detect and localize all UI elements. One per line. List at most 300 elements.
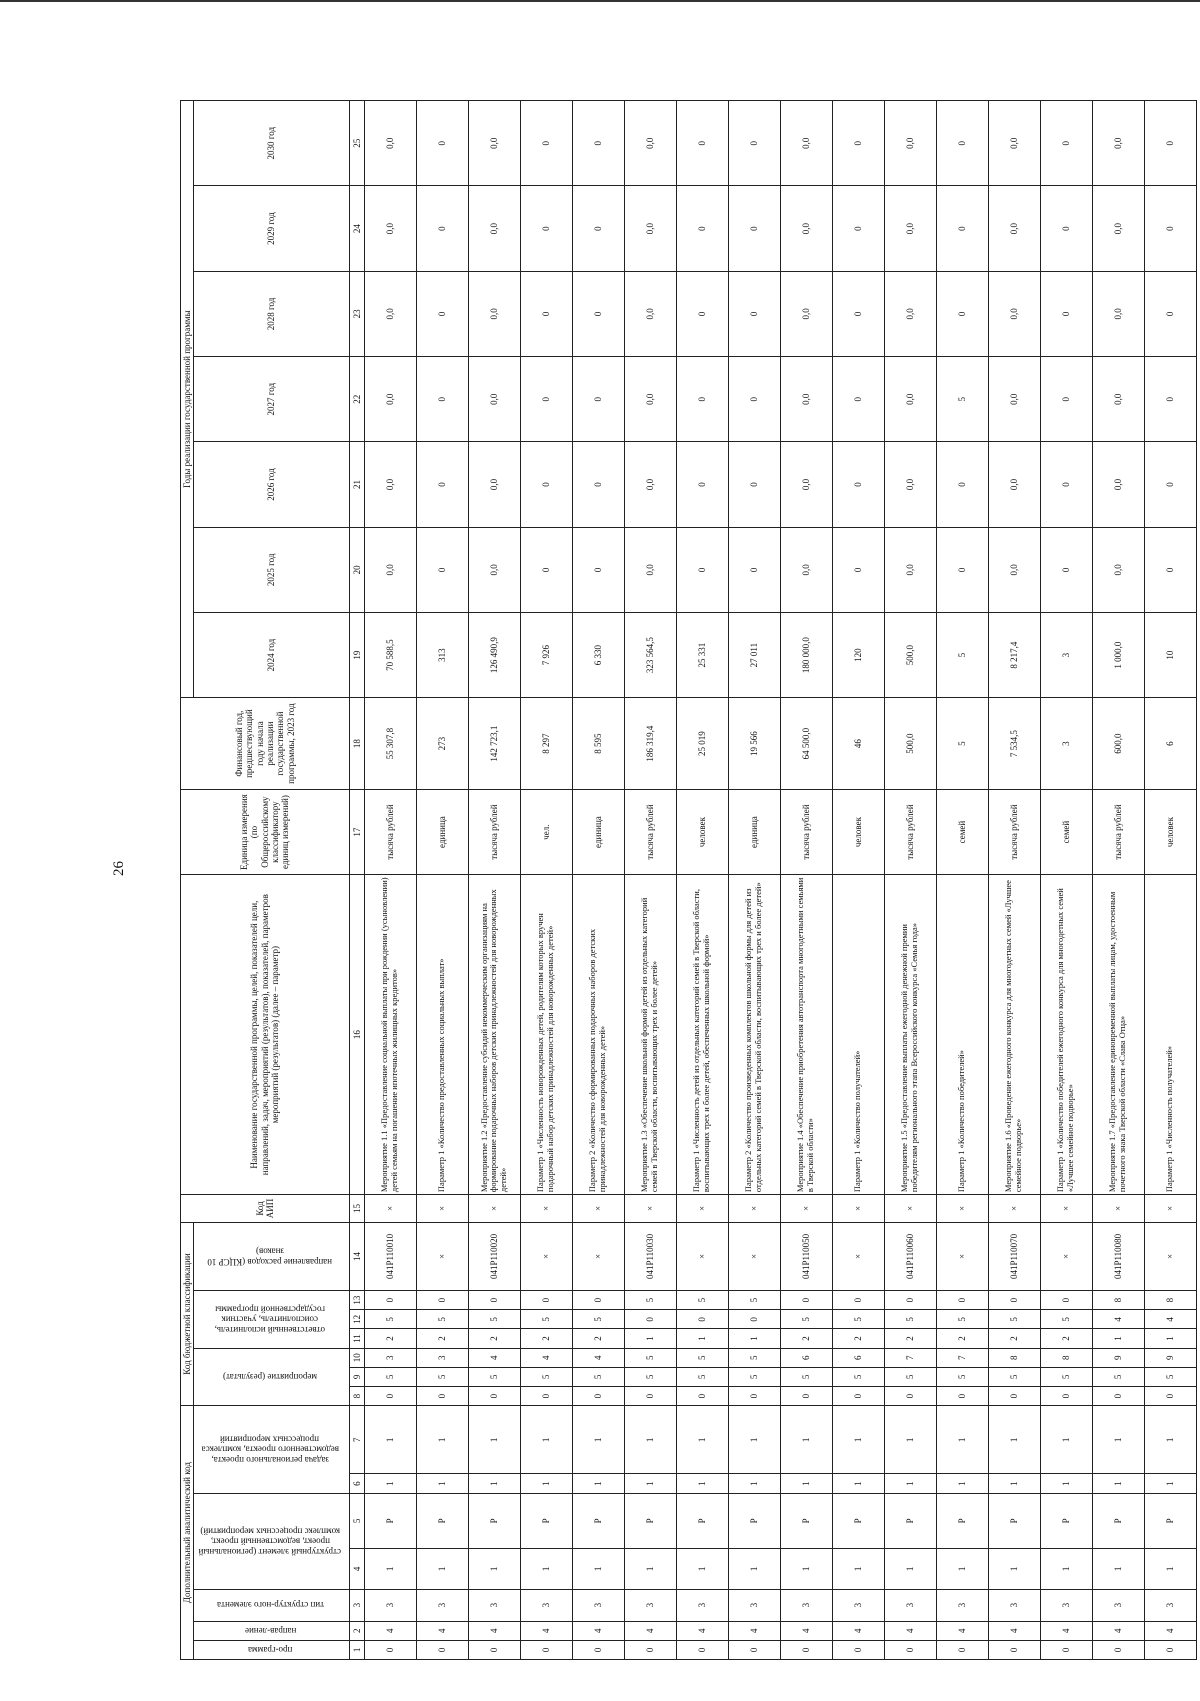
code-cell: 5 [416,1367,468,1386]
hdr-years-group: Годы реализации государственной программы [181,101,194,698]
base-year-cell: 64 500,0 [780,698,832,790]
code-cell: 3 [520,1589,572,1621]
code-cell: × [936,1222,988,1290]
code-cell: 0 [1144,1640,1196,1659]
code-cell: 0 [1092,1387,1144,1406]
code-cell: 5 [780,1310,832,1329]
year-value-cell: 0 [520,101,572,186]
year-value-cell: 0 [416,271,468,356]
hdr-year-2029: 2029 год [194,186,349,271]
code-cell: 1 [728,1406,780,1474]
code-cell: 5 [884,1367,936,1386]
code-cell: 1 [572,1406,624,1474]
year-value-cell: 0,0 [624,101,676,186]
code-cell: 1 [884,1474,936,1493]
year-value-cell: 126 490,9 [468,612,520,697]
code-cell: 5 [572,1310,624,1329]
code-cell: 1 [416,1474,468,1493]
year-value-cell: 0 [572,101,624,186]
code-cell: 5 [676,1367,728,1386]
code-cell: 0 [1040,1387,1092,1406]
year-value-cell: 0,0 [624,357,676,442]
code-cell: 1 [624,1329,676,1348]
item-name-cell: Параметр 2 «Количество сформированных подарочных наборов детских принадлежностей для новорожденных детей» [572,875,624,1195]
code-cell: 1 [364,1406,416,1474]
code-cell: 0 [416,1291,468,1310]
code-cell: 1 [468,1406,520,1474]
year-value-cell: 0 [728,101,780,186]
table-row [468,101,520,1660]
code-cell: 0 [1040,1291,1092,1310]
code-cell: 1 [1092,1474,1144,1493]
code-cell: × [832,1222,884,1290]
year-value-cell: 70 588,5 [364,612,416,697]
year-value-cell: 0,0 [468,442,520,527]
year-value-cell: 0 [1040,357,1092,442]
code-cell: 1 [676,1329,728,1348]
item-name-cell: Параметр 1 «Численность получателей» [1144,875,1196,1195]
year-value-cell: 0,0 [468,186,520,271]
code-cell: 1 [728,1474,780,1493]
code-cell: 0 [884,1387,936,1406]
code-cell: 5 [624,1348,676,1367]
year-value-cell: 0 [1144,442,1196,527]
year-value-cell: 10 [1144,612,1196,697]
code-cell: 0 [572,1640,624,1659]
code-cell: 4 [988,1621,1040,1640]
unit-cell: человек [676,789,728,874]
year-value-cell: 0,0 [468,101,520,186]
item-name-cell: Параметр 1 «Количество победителей ежегодного конкурса для многодетных семей «Лучшее семейное подворье» [1040,875,1092,1195]
column-number: 22 [349,357,364,442]
year-value-cell: 0,0 [1092,357,1144,442]
column-number: 21 [349,442,364,527]
year-value-cell: 0,0 [780,357,832,442]
code-cell: 0 [728,1310,780,1329]
unit-cell: чел. [520,789,572,874]
year-value-cell: 0 [1040,271,1092,356]
code-cell: 9 [1092,1348,1144,1367]
code-cell: 041Р110030 [624,1222,676,1290]
code-cell: 1 [988,1406,1040,1474]
code-cell: 4 [780,1621,832,1640]
code-cell: 0 [572,1291,624,1310]
code-cell: 3 [676,1589,728,1621]
hdr-type: тип структур-ного элемента [194,1589,349,1621]
code-cell: 5 [624,1291,676,1310]
base-year-cell: 25 019 [676,698,728,790]
hdr-year-2024: 2024 год [194,612,349,697]
code-cell: 0 [468,1387,520,1406]
code-cell: 0 [520,1640,572,1659]
base-year-cell: 6 [1144,698,1196,790]
year-value-cell: 0,0 [988,442,1040,527]
item-name-cell: Мероприятие 1.3 «Обеспечение школьной формой детей из отдельных категорий семей в Тверской области, воспитывающих трех и более детей» [624,875,676,1195]
code-cell: 5 [520,1367,572,1386]
year-value-cell: 0,0 [884,527,936,612]
hdr-event: мероприятие (результат) [194,1348,349,1406]
code-cell: × [676,1195,728,1223]
year-value-cell: 0 [936,271,988,356]
code-cell: 1 [988,1474,1040,1493]
unit-cell: единица [416,789,468,874]
code-cell: 0 [520,1387,572,1406]
code-cell: 1 [936,1406,988,1474]
hdr-aip-code: Код АИП [181,1195,350,1223]
column-number: 5 [349,1493,364,1548]
code-cell: 3 [416,1589,468,1621]
code-cell: 2 [832,1329,884,1348]
code-cell: 0 [624,1387,676,1406]
year-value-cell: 6 330 [572,612,624,697]
code-cell: 1 [416,1406,468,1474]
code-cell: × [1144,1195,1196,1223]
code-cell: 4 [624,1621,676,1640]
code-cell: × [572,1222,624,1290]
item-name-cell: Параметр 1 «Численность детей из отдельных категорий семей в Тверской области, воспитывающих трех и более детей, обеспеченных школьной формой» [676,875,728,1195]
code-cell: 0 [416,1387,468,1406]
base-year-cell: 55 307,8 [364,698,416,790]
year-value-cell: 0,0 [364,527,416,612]
code-cell: 1 [676,1549,728,1590]
code-cell: 5 [520,1310,572,1329]
code-cell: × [1144,1222,1196,1290]
table-row [1092,101,1144,1660]
code-cell: 3 [624,1589,676,1621]
table-row [520,101,572,1660]
hdr-task: задача регионального проекта, ведомственного проекта, комплекса процессных мероприятий [194,1406,349,1494]
base-year-cell: 142 723,1 [468,698,520,790]
item-name-cell: Параметр 1 «Количество получателей» [832,875,884,1195]
code-cell: Р [780,1493,832,1548]
table-row [416,101,468,1660]
hdr-year-2025: 2025 год [194,527,349,612]
column-number: 2 [349,1621,364,1640]
code-cell: 4 [364,1621,416,1640]
code-cell: 1 [676,1406,728,1474]
base-year-cell: 19 566 [728,698,780,790]
code-cell: 1 [1092,1329,1144,1348]
code-cell: 9 [1144,1348,1196,1367]
code-cell: 1 [624,1474,676,1493]
code-cell: 5 [988,1310,1040,1329]
code-cell: × [728,1222,780,1290]
unit-cell: тысяча рублей [468,789,520,874]
code-cell: 1 [364,1549,416,1590]
unit-cell: единица [572,789,624,874]
code-cell: × [520,1222,572,1290]
code-cell: 1 [520,1549,572,1590]
year-value-cell: 0 [832,186,884,271]
item-name-cell: Мероприятие 1.1 «Предоставление социальной выплаты при рождении (усыновлении) детей семьям на погашение ипотечных жилищных кредитов» [364,875,416,1195]
code-cell: 5 [624,1367,676,1386]
code-cell: 1 [1040,1474,1092,1493]
year-value-cell: 0,0 [884,186,936,271]
column-number: 18 [349,698,364,790]
hdr-program: про-грамма [194,1640,349,1659]
year-value-cell: 180 000,0 [780,612,832,697]
year-value-cell: 7 926 [520,612,572,697]
year-value-cell: 0 [572,357,624,442]
code-cell: 0 [1040,1640,1092,1659]
table-row [936,101,988,1660]
hdr-budget-code: Код бюджетной классификации [181,1222,194,1405]
year-value-cell: 0,0 [884,357,936,442]
code-cell: 1 [832,1406,884,1474]
year-value-cell: 0 [676,186,728,271]
year-value-cell: 0 [936,442,988,527]
code-cell: Р [624,1493,676,1548]
code-cell: 5 [468,1367,520,1386]
code-cell: 2 [572,1329,624,1348]
code-cell: 0 [728,1640,780,1659]
column-number: 25 [349,101,364,186]
column-number: 19 [349,612,364,697]
code-cell: 1 [1144,1406,1196,1474]
code-cell: Р [936,1493,988,1548]
code-cell: 0 [936,1291,988,1310]
year-value-cell: 0 [832,527,884,612]
year-value-cell: 0 [936,101,988,186]
item-name-cell: Мероприятие 1.5 «Предоставление выплаты ежегодной денежной премии победителям регионального этапа Всероссийского конкурса «Семья года» [884,875,936,1195]
code-cell: 5 [936,1310,988,1329]
code-cell: 0 [832,1387,884,1406]
code-cell: 0 [520,1291,572,1310]
item-name-cell: Параметр 1 «Численность новорожденных детей, родителям которых вручен подарочный набор детских принадлежностей для новорожденных детей» [520,875,572,1195]
year-value-cell: 0 [1144,271,1196,356]
item-name-cell: Мероприятие 1.4 «Обеспечение приобретения автотранспорта многодетными семьями в Тверской области» [780,875,832,1195]
code-cell: 8 [1144,1291,1196,1310]
code-cell: 3 [728,1589,780,1621]
code-cell: 4 [1092,1621,1144,1640]
unit-cell: тысяча рублей [884,789,936,874]
code-cell: 0 [364,1291,416,1310]
year-value-cell: 0,0 [364,101,416,186]
code-cell: 0 [572,1387,624,1406]
code-cell: 3 [832,1589,884,1621]
year-value-cell: 0 [416,186,468,271]
code-cell: 5 [572,1367,624,1386]
unit-cell: человек [1144,789,1196,874]
code-cell: 1 [1144,1549,1196,1590]
code-cell: × [884,1195,936,1223]
code-cell: 041Р110060 [884,1222,936,1290]
column-number: 23 [349,271,364,356]
code-cell: 1 [416,1549,468,1590]
column-number: 13 [349,1291,364,1310]
year-value-cell: 0 [676,527,728,612]
code-cell: 4 [1144,1621,1196,1640]
code-cell: 8 [988,1348,1040,1367]
hdr-name: Наименование государственной программы, целей, показателей цели, направлений, задач, мероприятий (результатов), показателей, параметров мероприятий (результатов) (далее – параметр) [181,875,350,1195]
code-cell: 1 [832,1474,884,1493]
base-year-cell: 7 534,5 [988,698,1040,790]
code-cell: 0 [884,1640,936,1659]
year-value-cell: 0,0 [1092,186,1144,271]
code-cell: Р [1144,1493,1196,1548]
code-cell: 0 [624,1310,676,1329]
table-row [884,101,936,1660]
hdr-year-2026: 2026 год [194,442,349,527]
hdr-direction: направ-ление [194,1621,349,1640]
hdr-dop-code: Дополнительный аналитический код [181,1406,194,1660]
year-value-cell: 500,0 [884,612,936,697]
year-value-cell: 0 [832,442,884,527]
year-value-cell: 25 331 [676,612,728,697]
code-cell: 2 [884,1329,936,1348]
code-cell: × [468,1195,520,1223]
column-number: 4 [349,1549,364,1590]
year-value-cell: 0 [1040,186,1092,271]
page-number: 26 [111,861,127,876]
hdr-year-2027: 2027 год [194,357,349,442]
year-value-cell: 0 [572,271,624,356]
code-cell: 7 [936,1348,988,1367]
code-cell: Р [988,1493,1040,1548]
code-cell: 0 [364,1640,416,1659]
code-cell: 3 [936,1589,988,1621]
code-cell: 5 [1144,1367,1196,1386]
program-table [180,100,1197,1660]
base-year-cell: 3 [1040,698,1092,790]
code-cell: Р [520,1493,572,1548]
code-cell: Р [1092,1493,1144,1548]
code-cell: Р [572,1493,624,1548]
code-cell: 2 [936,1329,988,1348]
column-number: 1 [349,1640,364,1659]
code-cell: 5 [676,1348,728,1367]
base-year-cell: 500,0 [884,698,936,790]
code-cell: 5 [728,1348,780,1367]
code-cell: 1 [676,1474,728,1493]
code-cell: 8 [1092,1291,1144,1310]
code-cell: 5 [832,1367,884,1386]
code-cell: × [1040,1222,1092,1290]
table-row [572,101,624,1660]
code-cell: × [1092,1195,1144,1223]
year-value-cell: 0,0 [780,271,832,356]
code-cell: 0 [676,1640,728,1659]
year-value-cell: 0,0 [1092,442,1144,527]
code-cell: × [676,1222,728,1290]
code-cell: 2 [1040,1329,1092,1348]
code-cell: 0 [1144,1387,1196,1406]
year-value-cell: 0,0 [624,186,676,271]
table-row [780,101,832,1660]
unit-cell: тысяча рублей [364,789,416,874]
code-cell: × [416,1195,468,1223]
year-value-cell: 0 [416,442,468,527]
hdr-year-2028: 2028 год [194,271,349,356]
year-value-cell: 0 [520,442,572,527]
column-number: 15 [349,1195,364,1223]
year-value-cell: 0 [416,357,468,442]
code-cell: × [988,1195,1040,1223]
code-cell: Р [364,1493,416,1548]
code-cell: 0 [624,1640,676,1659]
base-year-cell: 8 595 [572,698,624,790]
code-cell: Р [1040,1493,1092,1548]
year-value-cell: 313 [416,612,468,697]
table-row [676,101,728,1660]
column-numbers-row [349,101,364,1660]
table-row [728,101,780,1660]
item-name-cell: Параметр 2 «Количество произведенных комплектов школьной формы для детей из отдельных категорий семей в Тверской области, воспитывающих трех и более детей» [728,875,780,1195]
year-value-cell: 0 [676,271,728,356]
hdr-year-2030: 2030 год [194,101,349,186]
year-value-cell: 0 [520,527,572,612]
code-cell: 1 [520,1474,572,1493]
code-cell: 5 [416,1310,468,1329]
code-cell: 4 [468,1348,520,1367]
year-value-cell: 0,0 [780,527,832,612]
code-cell: 1 [520,1406,572,1474]
code-cell: 041Р110050 [780,1222,832,1290]
code-cell: 1 [1092,1549,1144,1590]
code-cell: 3 [364,1589,416,1621]
code-cell: 4 [832,1621,884,1640]
code-cell: × [416,1222,468,1290]
code-cell: × [936,1195,988,1223]
code-cell: 1 [572,1549,624,1590]
year-value-cell: 0,0 [1092,101,1144,186]
code-cell: 3 [572,1589,624,1621]
code-cell: 1 [936,1549,988,1590]
year-value-cell: 0 [936,186,988,271]
code-cell: 0 [832,1291,884,1310]
scan-border [0,0,1200,12]
column-number: 6 [349,1474,364,1493]
code-cell: 1 [728,1329,780,1348]
code-cell: 1 [468,1549,520,1590]
column-number: 20 [349,527,364,612]
code-cell: 1 [884,1549,936,1590]
code-cell: 3 [884,1589,936,1621]
code-cell: 5 [936,1367,988,1386]
column-number: 11 [349,1329,364,1348]
rotated-table-container [180,100,1176,1660]
item-name-cell: Параметр 1 «Количество предоставленных социальных выплат» [416,875,468,1195]
code-cell: 0 [988,1291,1040,1310]
code-cell: 041Р110020 [468,1222,520,1290]
code-cell: × [572,1195,624,1223]
code-cell: 0 [364,1387,416,1406]
unit-cell: человек [832,789,884,874]
code-cell: 5 [364,1310,416,1329]
hdr-expense: направление расходов (КЦСР 10 знаков) [194,1222,349,1290]
code-cell: 4 [936,1621,988,1640]
year-value-cell: 0,0 [1092,271,1144,356]
year-value-cell: 0 [728,271,780,356]
code-cell: Р [728,1493,780,1548]
code-cell: 3 [1092,1589,1144,1621]
code-cell: 2 [780,1329,832,1348]
year-value-cell: 0 [728,442,780,527]
code-cell: 0 [780,1291,832,1310]
year-value-cell: 0,0 [468,271,520,356]
column-number: 24 [349,186,364,271]
year-value-cell: 0,0 [988,101,1040,186]
table-row [624,101,676,1660]
year-value-cell: 0 [520,271,572,356]
code-cell: 0 [832,1640,884,1659]
code-cell: 2 [520,1329,572,1348]
year-value-cell: 0 [676,101,728,186]
code-cell: 1 [364,1474,416,1493]
year-value-cell: 0 [832,357,884,442]
code-cell: 1 [572,1474,624,1493]
year-value-cell: 0,0 [364,186,416,271]
